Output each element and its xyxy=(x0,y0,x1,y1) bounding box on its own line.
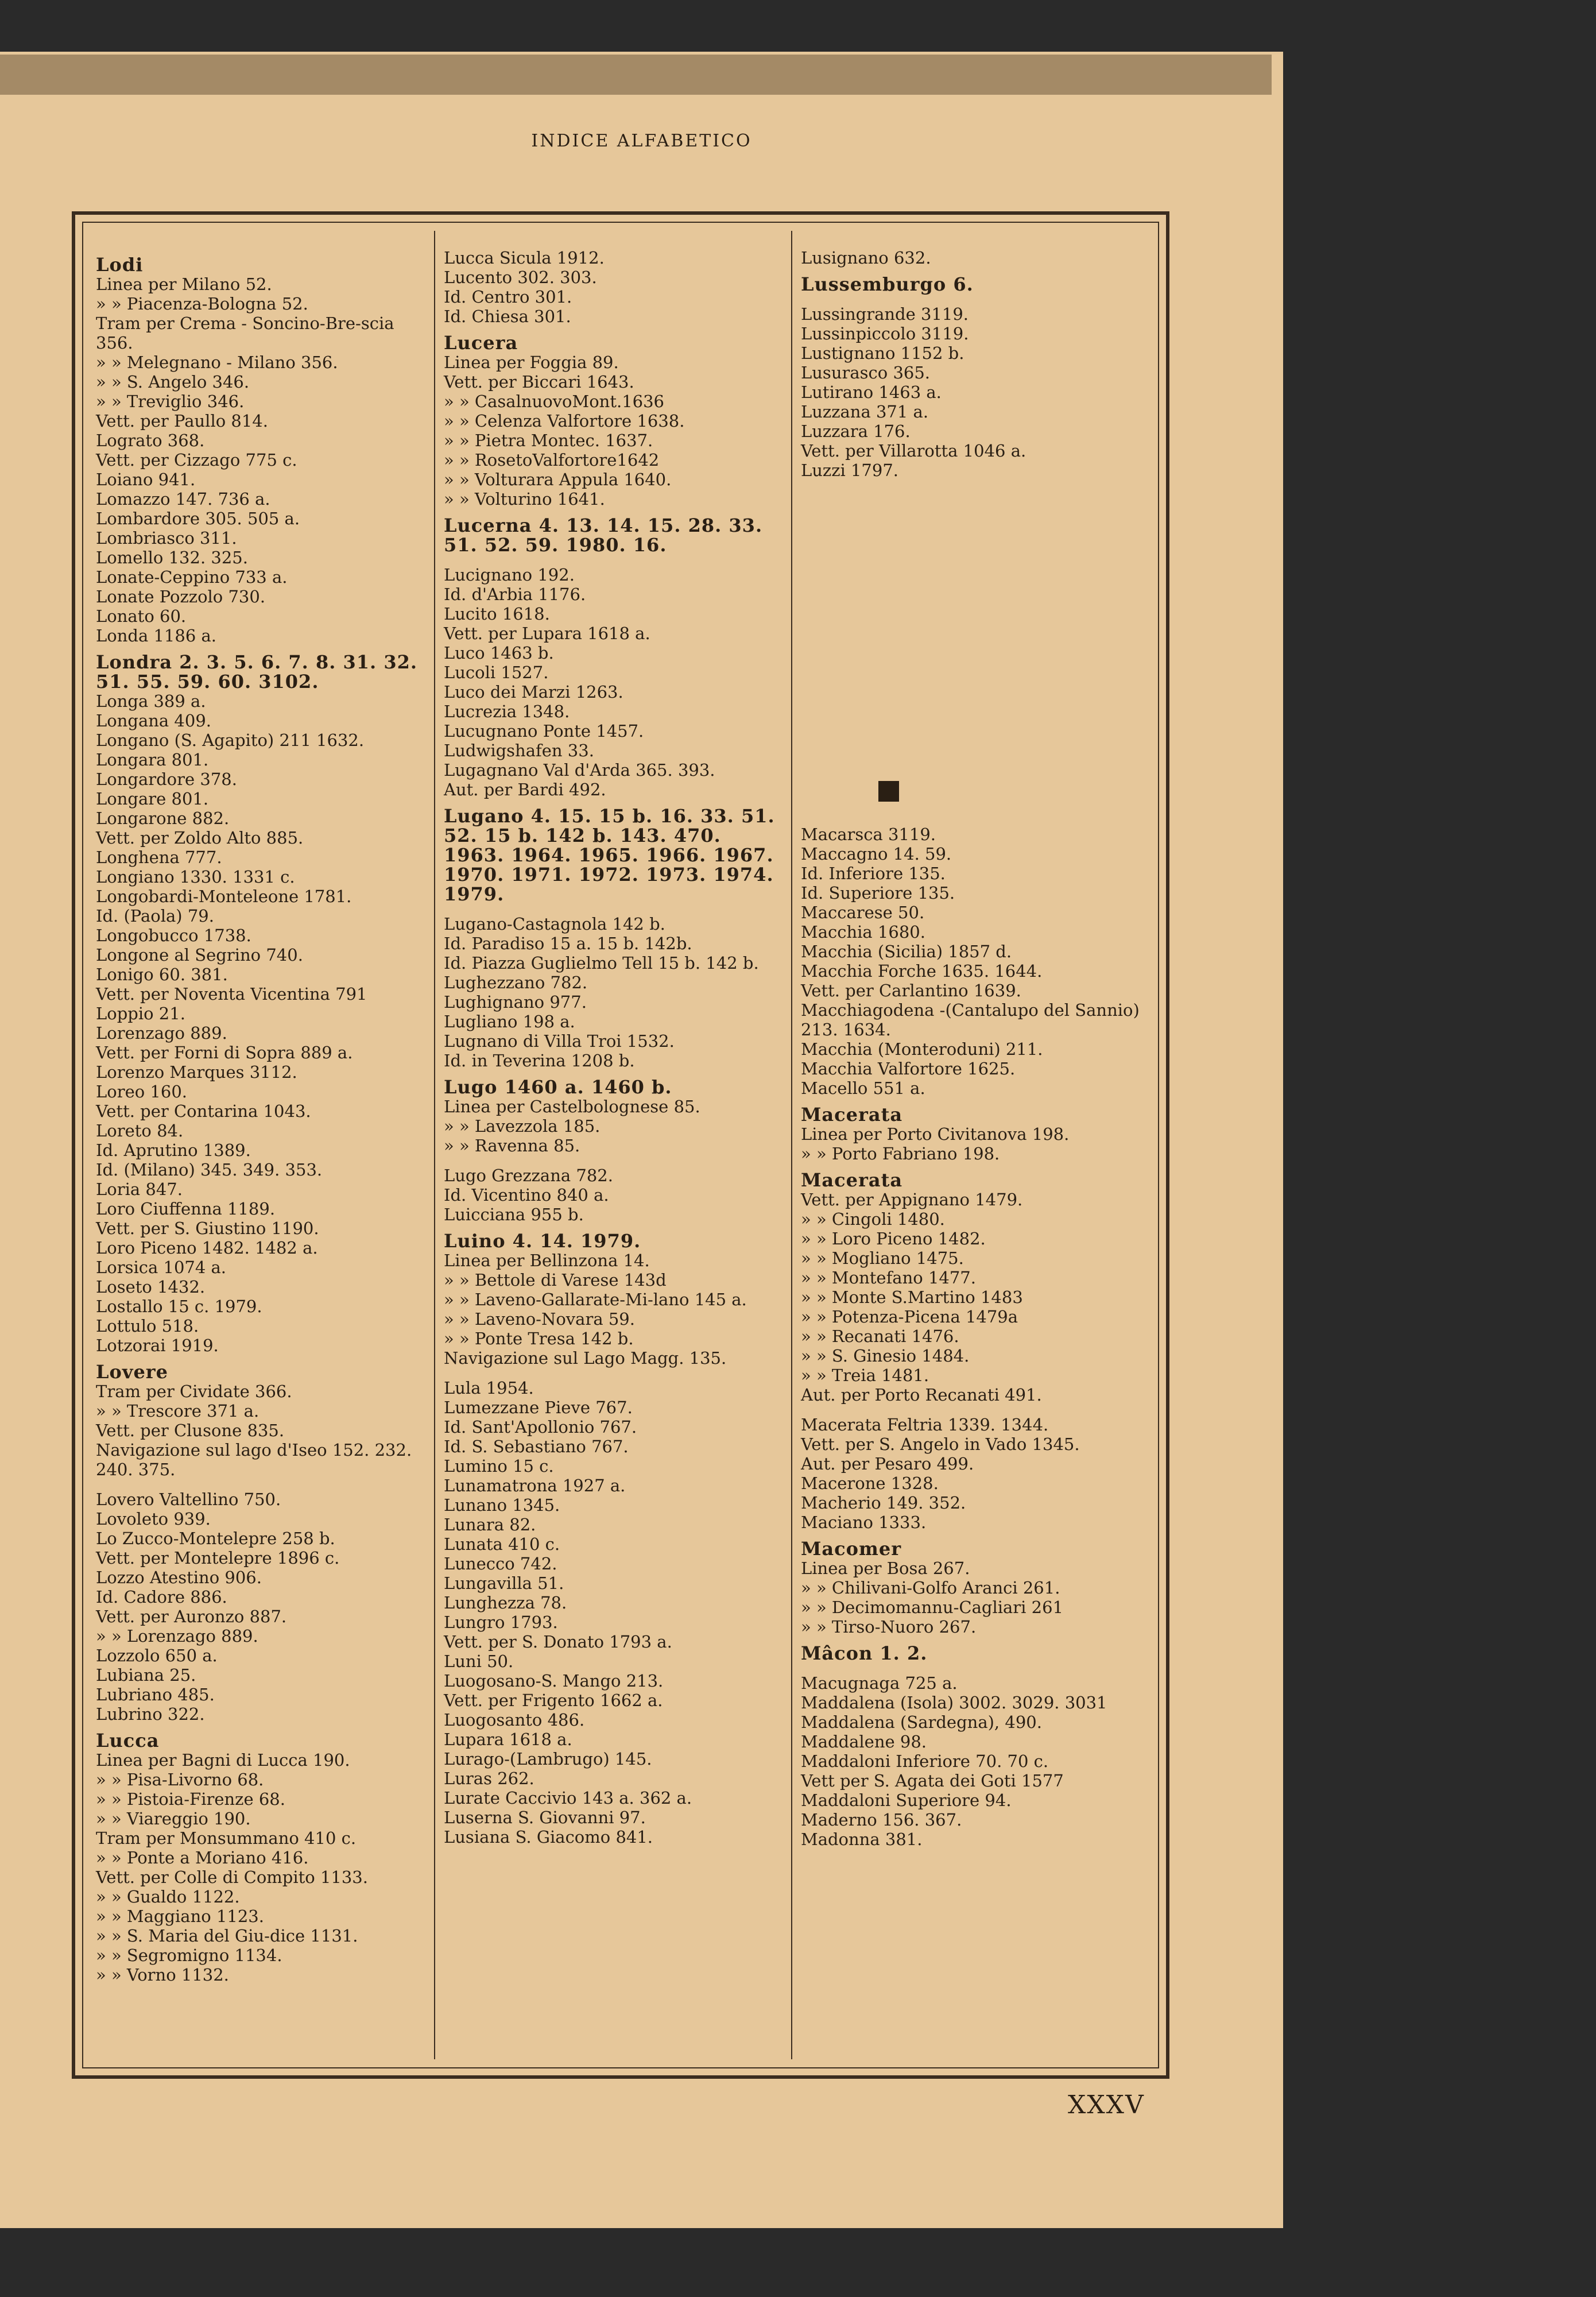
index-entry: Longobucco 1738. xyxy=(96,926,251,945)
index-frame-inner xyxy=(82,222,1159,2068)
index-entry: » » Lorenzago 889. xyxy=(96,1626,258,1646)
index-entry: Luzzana 371 a. xyxy=(801,402,929,421)
index-entry: » » Cingoli 1480. xyxy=(801,1209,945,1229)
index-entry: » » Treviglio 346. xyxy=(96,392,245,411)
index-entry: Lucugnano Ponte 1457. xyxy=(444,721,644,741)
index-entry: » » Montefano 1477. xyxy=(801,1268,976,1287)
index-column-1 xyxy=(96,248,435,1985)
index-entry: Lograto 368. xyxy=(96,431,205,450)
index-entry: Macchia Valfortore 1625. xyxy=(801,1059,1016,1078)
index-entry: Id. Superiore 135. xyxy=(801,883,955,903)
index-entry: Lonate Pozzolo 730. xyxy=(96,587,266,606)
page-number: XXXV xyxy=(1068,2090,1145,2120)
index-entry: Lorenzo Marques 3112. xyxy=(96,1062,297,1082)
index-entry: Macchia Forche 1635. 1644. xyxy=(801,961,1043,981)
index-entry: Lurago-(Lambrugo) 145. xyxy=(444,1749,652,1769)
index-entry: » » Melegnano - Milano 356. xyxy=(96,353,338,372)
index-entry: Lunghezza 78. xyxy=(444,1593,567,1612)
index-entry: Vett. per S. Angelo in Vado 1345. xyxy=(801,1434,1080,1454)
index-heading: Lucca xyxy=(96,1730,160,1751)
index-entry: Lottulo 518. xyxy=(96,1316,199,1336)
index-entry: Id. Sant'Apollonio 767. xyxy=(444,1417,637,1437)
index-entry: Id. Vicentino 840 a. xyxy=(444,1185,609,1205)
index-entry: Lusurasco 365. xyxy=(801,363,931,382)
index-entry: Vett. per Clusone 835. xyxy=(96,1421,285,1440)
index-entry: Lugano-Castagnola 142 b. xyxy=(444,914,665,934)
index-entry: Id. Paradiso 15 a. 15 b. 142b. xyxy=(444,934,692,953)
index-entry: Vett. per S. Giustino 1190. xyxy=(96,1219,319,1238)
index-heading: Macerata xyxy=(801,1104,903,1126)
index-entry: Luras 262. xyxy=(444,1769,534,1788)
index-entry: Linea per Castelbolognese 85. xyxy=(444,1097,700,1116)
index-entry: Ludwigshafen 33. xyxy=(444,741,594,760)
index-entry: » » S. Angelo 346. xyxy=(96,372,250,392)
index-entry: Lunano 1345. xyxy=(444,1495,560,1515)
index-entry: Lorenzago 889. xyxy=(96,1023,227,1043)
index-entry: Lupara 1618 a. xyxy=(444,1730,572,1749)
index-entry: Luogosano-S. Mango 213. xyxy=(444,1671,664,1691)
index-entry: » » Piacenza-Bologna 52. xyxy=(96,294,308,314)
index-entry: Vett. per Auronzo 887. xyxy=(96,1607,287,1626)
index-entry: Vett. per Montelepre 1896 c. xyxy=(96,1548,340,1568)
index-entry: Lussinpiccolo 3119. xyxy=(801,324,969,343)
index-heading: Lugano 4. 15. 15 b. 16. 33. 51. 52. 15 b. 142 b. 143. 470. 1963. 1964. 1965. 1966. 1967. 1970. 1971. 1972. 1973. 1974. 1979. xyxy=(444,805,775,905)
index-entry: » » Monte S.Martino 1483 xyxy=(801,1287,1023,1307)
index-entry: Id. (Paola) 79. xyxy=(96,906,214,926)
index-entry: Lonigo 60. 381. xyxy=(96,965,228,984)
index-entry: Maderno 156. 367. xyxy=(801,1810,962,1830)
index-frame xyxy=(72,211,1169,2079)
index-entry: » » Volturino 1641. xyxy=(444,489,605,509)
index-entry: Luserna S. Giovanni 97. xyxy=(444,1808,646,1827)
index-entry: Linea per Bosa 267. xyxy=(801,1559,970,1578)
index-entry: Aut. per Porto Recanati 491. xyxy=(801,1385,1042,1405)
index-entry: Lugagnano Val d'Arda 365. 393. xyxy=(444,760,715,780)
index-entry: » » Segromigno 1134. xyxy=(96,1946,282,1965)
index-entry: Tram per Cividate 366. xyxy=(96,1382,292,1401)
index-entry: Luni 50. xyxy=(444,1652,514,1671)
section-letter-mark xyxy=(878,781,899,802)
index-entry: Longara 801. xyxy=(96,750,209,769)
index-entry: Maciano 1333. xyxy=(801,1513,927,1532)
index-entry: Lucca Sicula 1912. xyxy=(444,248,605,268)
index-entry: Lozzolo 650 a. xyxy=(96,1646,218,1665)
index-entry: Macarsca 3119. xyxy=(801,825,936,844)
index-entry: » » Celenza Valfortore 1638. xyxy=(444,411,685,431)
index-entry: Linea per Bellinzona 14. xyxy=(444,1251,650,1270)
index-entry: Loiano 941. xyxy=(96,470,196,489)
index-entry: » » Pisa-Livorno 68. xyxy=(96,1770,264,1789)
index-heading: Lovere xyxy=(96,1361,169,1383)
index-heading: Macerata xyxy=(801,1169,903,1191)
index-entry: Lumino 15 c. xyxy=(444,1456,554,1476)
index-entry: Lugnano di Villa Troi 1532. xyxy=(444,1031,675,1051)
index-entry: Lustignano 1152 b. xyxy=(801,343,964,363)
index-entry: Aut. per Bardi 492. xyxy=(444,780,606,799)
index-entry: Luogosanto 486. xyxy=(444,1710,585,1730)
index-entry: Id. d'Arbia 1176. xyxy=(444,585,586,604)
index-entry: Lombriasco 311. xyxy=(96,528,237,548)
index-entry: Lonato 60. xyxy=(96,606,187,626)
index-entry: Vett. per Noventa Vicentina 791 xyxy=(96,984,367,1004)
index-entry: Vett per S. Agata dei Goti 1577 xyxy=(801,1771,1064,1791)
index-entry: Luzzara 176. xyxy=(801,421,911,441)
index-entry: Vett. per Zoldo Alto 885. xyxy=(96,828,304,848)
index-entry: Loppio 21. xyxy=(96,1004,185,1023)
index-entry: Maddalene 98. xyxy=(801,1732,927,1751)
index-entry: » » RosetoValfortore1642 xyxy=(444,450,660,470)
index-entry: Longana 409. xyxy=(96,711,212,730)
index-entry: Lotzorai 1919. xyxy=(96,1336,219,1355)
index-entry: Maddalena (Isola) 3002. 3029. 3031 xyxy=(801,1693,1107,1712)
index-entry: Vett. per Biccari 1643. xyxy=(444,372,634,392)
index-entry: Vett. per Appignano 1479. xyxy=(801,1190,1023,1209)
index-entry: Linea per Milano 52. xyxy=(96,274,272,294)
index-entry: Madonna 381. xyxy=(801,1830,923,1849)
index-entry: Linea per Foggia 89. xyxy=(444,353,619,372)
index-entry: Id. Centro 301. xyxy=(444,287,572,307)
index-column-3 xyxy=(801,248,1157,1849)
index-heading: Lodi xyxy=(96,254,144,276)
index-entry: Lunamatrona 1927 a. xyxy=(444,1476,626,1495)
index-entry: Lucrezia 1348. xyxy=(444,702,570,721)
index-entry: Lovero Valtellino 750. xyxy=(96,1490,281,1509)
index-entry: » » Recanati 1476. xyxy=(801,1327,959,1346)
index-heading: Lussemburgo 6. xyxy=(801,273,974,295)
index-entry: » » S. Maria del Giu-dice 1131. xyxy=(96,1926,358,1946)
index-entry: Vett. per Forni di Sopra 889 a. xyxy=(96,1043,353,1062)
index-entry: Lomazzo 147. 736 a. xyxy=(96,489,270,509)
index-entry: Aut. per Pesaro 499. xyxy=(801,1454,974,1474)
index-heading: Lucera xyxy=(444,332,518,354)
index-entry: Vett. per Lupara 1618 a. xyxy=(444,624,650,643)
page-top-edge xyxy=(0,55,1272,95)
index-entry: Lunara 82. xyxy=(444,1515,536,1534)
index-entry: » » Gualdo 1122. xyxy=(96,1887,240,1907)
index-entry: » » Decimomannu-Cagliari 261 xyxy=(801,1598,1064,1617)
index-entry: » » Ponte a Moriano 416. xyxy=(96,1848,309,1867)
index-entry: » » Porto Fabriano 198. xyxy=(801,1144,1000,1163)
index-entry: Lungro 1793. xyxy=(444,1612,558,1632)
index-entry: » » Loro Piceno 1482. xyxy=(801,1229,986,1248)
index-entry: » » Vorno 1132. xyxy=(96,1965,229,1985)
index-entry: Luzzi 1797. xyxy=(801,461,899,480)
index-entry: Longhena 777. xyxy=(96,848,222,867)
index-entry: Londa 1186 a. xyxy=(96,626,216,645)
index-entry: Loseto 1432. xyxy=(96,1277,206,1297)
index-entry: » » Maggiano 1123. xyxy=(96,1907,264,1926)
index-entry: Lovoleto 939. xyxy=(96,1509,211,1529)
index-entry: Lutirano 1463 a. xyxy=(801,382,942,402)
index-entry: Longiano 1330. 1331 c. xyxy=(96,867,295,887)
index-entry: » » Tirso-Nuoro 267. xyxy=(801,1617,977,1637)
index-entry: Tram per Crema - Soncino-Bre-scia 356. xyxy=(96,314,394,353)
index-entry: Loreto 84. xyxy=(96,1121,184,1140)
index-entry: Luco 1463 b. xyxy=(444,643,554,663)
index-entry: Lubriano 485. xyxy=(96,1685,215,1704)
index-entry: Tram per Monsummano 410 c. xyxy=(96,1828,357,1848)
index-entry: Longone al Segrino 740. xyxy=(96,945,303,965)
index-entry: » » Lavezzola 185. xyxy=(444,1116,601,1136)
index-entry: Lunata 410 c. xyxy=(444,1534,560,1554)
index-entry: Loria 847. xyxy=(96,1180,183,1199)
index-heading: Luino 4. 14. 1979. xyxy=(444,1230,641,1252)
index-entry: Maddaloni Inferiore 70. 70 c. xyxy=(801,1751,1049,1771)
index-entry: Id. Piazza Guglielmo Tell 15 b. 142 b. xyxy=(444,953,759,973)
index-entry: Macherio 149. 352. xyxy=(801,1493,966,1513)
index-entry: Id. S. Sebastiano 767. xyxy=(444,1437,629,1456)
index-entry: » » Laveno-Novara 59. xyxy=(444,1309,635,1329)
index-entry: Macerata Feltria 1339. 1344. xyxy=(801,1415,1049,1434)
index-entry: Lughezzano 782. xyxy=(444,973,588,992)
index-entry: Id. in Teverina 1208 b. xyxy=(444,1051,635,1070)
index-entry: » » Bettole di Varese 143d xyxy=(444,1270,667,1290)
index-entry: Vett. per Contarina 1043. xyxy=(96,1101,311,1121)
index-entry: Loro Ciuffenna 1189. xyxy=(96,1199,276,1219)
index-entry: Lula 1954. xyxy=(444,1378,534,1398)
index-entry: Longare 801. xyxy=(96,789,209,809)
index-heading: Londra 2. 3. 5. 6. 7. 8. 31. 32. 51. 55. 59. 60. 3102. xyxy=(96,651,417,693)
index-entry: Vett. per Carlantino 1639. xyxy=(801,981,1021,1000)
index-entry: » » Trescore 371 a. xyxy=(96,1401,259,1421)
index-entry: Macchiagodena -(Cantalupo del Sannio) 213. 1634. xyxy=(801,1000,1140,1039)
index-entry: Macello 551 a. xyxy=(801,1078,925,1098)
index-entry: Longobardi-Monteleone 1781. xyxy=(96,887,352,906)
index-entry: » » Volturara Appula 1640. xyxy=(444,470,672,489)
index-heading: Lugo 1460 a. 1460 b. xyxy=(444,1076,672,1098)
index-entry: Vett. per Colle di Compito 1133. xyxy=(96,1867,368,1887)
index-entry: Lomello 132. 325. xyxy=(96,548,248,567)
index-entry: » » Potenza-Picena 1479a xyxy=(801,1307,1018,1327)
index-entry: » » Laveno-Gallarate-Mi-lano 145 a. xyxy=(444,1290,747,1309)
index-entry: Lucignano 192. xyxy=(444,565,575,585)
index-entry: » » Treia 1481. xyxy=(801,1366,929,1385)
index-entry: Lonate-Ceppino 733 a. xyxy=(96,567,288,587)
index-entry: » » S. Ginesio 1484. xyxy=(801,1346,970,1366)
index-column-2 xyxy=(444,248,788,1847)
index-entry: Lungavilla 51. xyxy=(444,1573,564,1593)
index-entry: » » Viareggio 190. xyxy=(96,1809,251,1828)
index-entry: Loreo 160. xyxy=(96,1082,187,1101)
index-entry: Id. Inferiore 135. xyxy=(801,864,946,883)
index-entry: Vett. per Paullo 814. xyxy=(96,411,268,431)
index-entry: Lurate Caccivio 143 a. 362 a. xyxy=(444,1788,692,1808)
index-entry: Lucito 1618. xyxy=(444,604,550,624)
index-entry: » » Chilivani-Golfo Aranci 261. xyxy=(801,1578,1060,1598)
index-entry: Luco dei Marzi 1263. xyxy=(444,682,623,702)
index-entry: Longano (S. Agapito) 211 1632. xyxy=(96,730,365,750)
page-header: INDICE ALFABETICO xyxy=(531,131,752,151)
index-entry: » » Pistoia-Firenze 68. xyxy=(96,1789,285,1809)
index-entry: Id. Cadore 886. xyxy=(96,1587,227,1607)
index-entry: Macugnaga 725 a. xyxy=(801,1673,958,1693)
index-entry: Macchia (Sicilia) 1857 d. xyxy=(801,942,1012,961)
index-entry: Lussingrande 3119. xyxy=(801,304,969,324)
index-entry: Luicciana 955 b. xyxy=(444,1205,584,1224)
index-entry: Longa 389 a. xyxy=(96,691,206,711)
index-entry: Id. (Milano) 345. 349. 353. xyxy=(96,1160,323,1180)
index-entry: Lombardore 305. 505 a. xyxy=(96,509,300,528)
index-entry: Lubiana 25. xyxy=(96,1665,196,1685)
index-heading: Lucerna 4. 13. 14. 15. 28. 33. 51. 52. 59. 1980. 16. xyxy=(444,515,763,556)
index-entry: Longarone 882. xyxy=(96,809,230,828)
index-entry: Maddaloni Superiore 94. xyxy=(801,1791,1012,1810)
index-entry: Lusiana S. Giacomo 841. xyxy=(444,1827,653,1847)
index-entry: Linea per Porto Civitanova 198. xyxy=(801,1124,1070,1144)
column-rule xyxy=(791,231,792,2059)
index-entry: Lozzo Atestino 906. xyxy=(96,1568,262,1587)
index-heading: Mâcon 1. 2. xyxy=(801,1642,928,1664)
index-entry: Lostallo 15 c. 1979. xyxy=(96,1297,262,1316)
index-entry: » » Pietra Montec. 1637. xyxy=(444,431,653,450)
index-entry: Lugo Grezzana 782. xyxy=(444,1166,613,1185)
index-entry: Maccarese 50. xyxy=(801,903,925,922)
index-entry: Vett. per Cizzago 775 c. xyxy=(96,450,297,470)
index-entry: Lucento 302. 303. xyxy=(444,268,597,287)
index-entry: » » Ravenna 85. xyxy=(444,1136,580,1155)
index-entry: Navigazione sul lago d'Iseo 152. 232. 240. 375. xyxy=(96,1440,412,1479)
index-entry: Maddalena (Sardegna), 490. xyxy=(801,1712,1042,1732)
index-heading: Macomer xyxy=(801,1538,902,1560)
index-entry: Lunecco 742. xyxy=(444,1554,557,1573)
index-entry: Lumezzane Pieve 767. xyxy=(444,1398,633,1417)
index-entry: Macchia (Monteroduni) 211. xyxy=(801,1039,1043,1059)
index-entry: Macerone 1328. xyxy=(801,1474,939,1493)
index-entry: Linea per Bagni di Lucca 190. xyxy=(96,1750,350,1770)
index-entry: Id. Aprutino 1389. xyxy=(96,1140,251,1160)
index-entry: Vett. per Villarotta 1046 a. xyxy=(801,441,1026,461)
index-entry: Lorsica 1074 a. xyxy=(96,1258,227,1277)
index-entry: Lucoli 1527. xyxy=(444,663,549,682)
index-entry: Maccagno 14. 59. xyxy=(801,844,952,864)
index-entry: » » Ponte Tresa 142 b. xyxy=(444,1329,634,1348)
index-entry: Lo Zucco-Montelepre 258 b. xyxy=(96,1529,335,1548)
index-entry: Vett. per Frigento 1662 a. xyxy=(444,1691,663,1710)
index-entry: Id. Chiesa 301. xyxy=(444,307,571,326)
index-entry: » » Mogliano 1475. xyxy=(801,1248,964,1268)
index-entry: Longardore 378. xyxy=(96,769,237,789)
index-entry: Lughignano 977. xyxy=(444,992,587,1012)
index-entry: Lubrino 322. xyxy=(96,1704,205,1724)
index-entry: Macchia 1680. xyxy=(801,922,925,942)
index-entry: Loro Piceno 1482. 1482 a. xyxy=(96,1238,318,1258)
index-entry: » » CasalnuovoMont.1636 xyxy=(444,392,665,411)
index-entry: Lusignano 632. xyxy=(801,248,931,268)
index-entry: Lugliano 198 a. xyxy=(444,1012,575,1031)
index-entry: Vett. per S. Donato 1793 a. xyxy=(444,1632,672,1652)
index-entry: Navigazione sul Lago Magg. 135. xyxy=(444,1348,727,1368)
